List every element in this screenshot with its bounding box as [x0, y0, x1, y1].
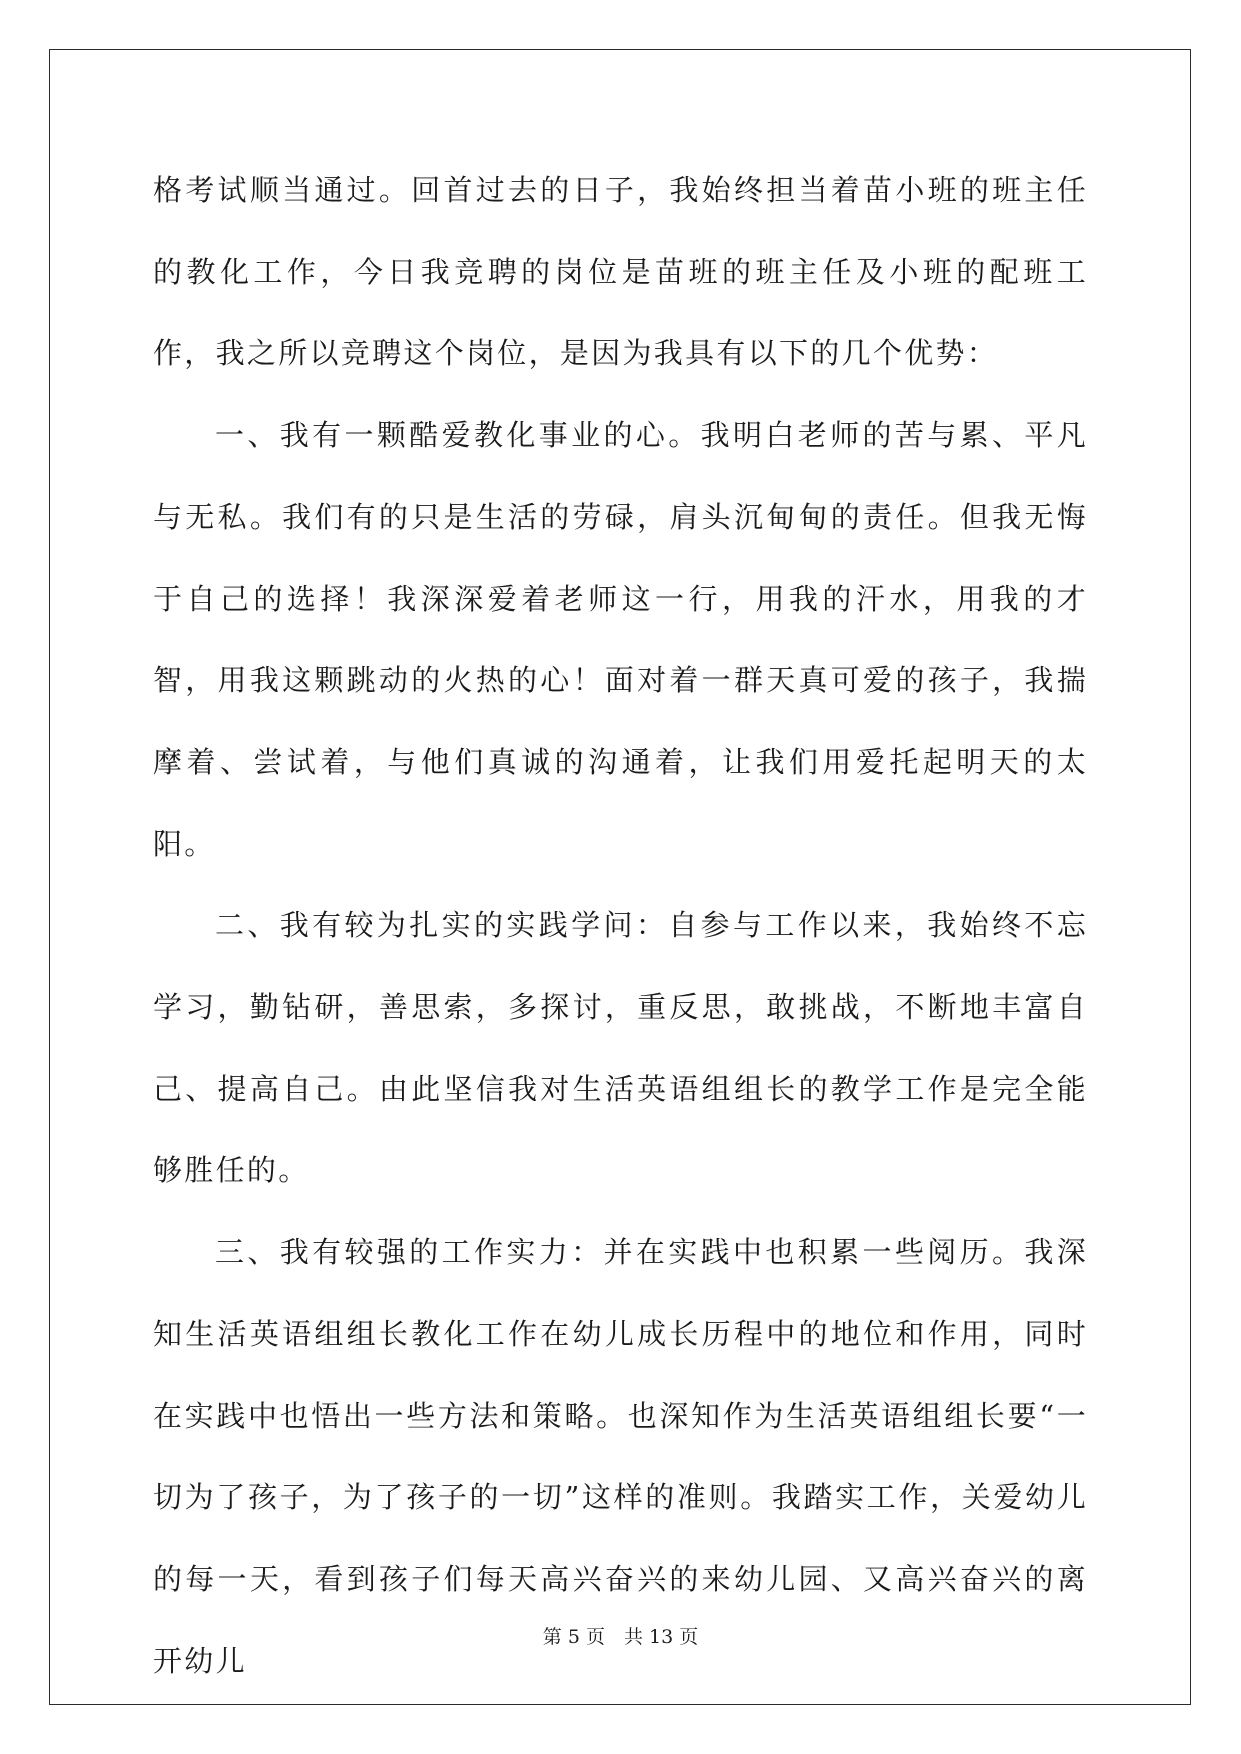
paragraph-advantage-two: 二、我有较为扎实的实践学问：自参与工作以来，我始终不忘学习，勤钻研，善思索，多探讨，重反思，敢挑战，不断地丰富自己、提高自己。由此坚信我对生活英语组组长的教学工作是完全能够胜任的。: [153, 908, 1088, 1188]
paragraph-intro: 格考试顺当通过。回首过去的日子，我始终担当着苗小班的班主任的教化工作，今日我竞聘的岗位是苗班的班主任及小班的配班工作，我之所以竞聘这个岗位，是因为我具有以下的几个优势：: [153, 173, 1088, 371]
page-number-footer: 第 5 页 共 13 页: [542, 1626, 699, 1648]
document-body: [153, 150, 1088, 1702]
paragraph-advantage-three: 三、我有较强的工作实力：并在实践中也积累一些阅历。我深知生活英语组组长教化工作在幼儿成长历程中的地位和作用，同时在实践中也悟出一些方法和策略。也深知作为生活英语组组长要“一切为了孩子，为了孩子的一切”这样的准则。我踏实工作，关爱幼儿的每一天，看到孩子们每天高兴奋兴的来幼儿园、又高兴奋兴的离开幼儿: [153, 1235, 1088, 1678]
paragraph-advantage-one: 一、我有一颗酷爱教化事业的心。我明白老师的苦与累、平凡与无私。我们有的只是生活的劳碌，肩头沉甸甸的责任。但我无悔于自己的选择！我深深爱着老师这一行，用我的汗水，用我的才智，用我这颗跳动的火热的心！面对着一群天真可爱的孩子，我揣摩着、尝试着，与他们真诚的沟通着，让我们用爱托起明天的太阳。: [153, 418, 1088, 861]
